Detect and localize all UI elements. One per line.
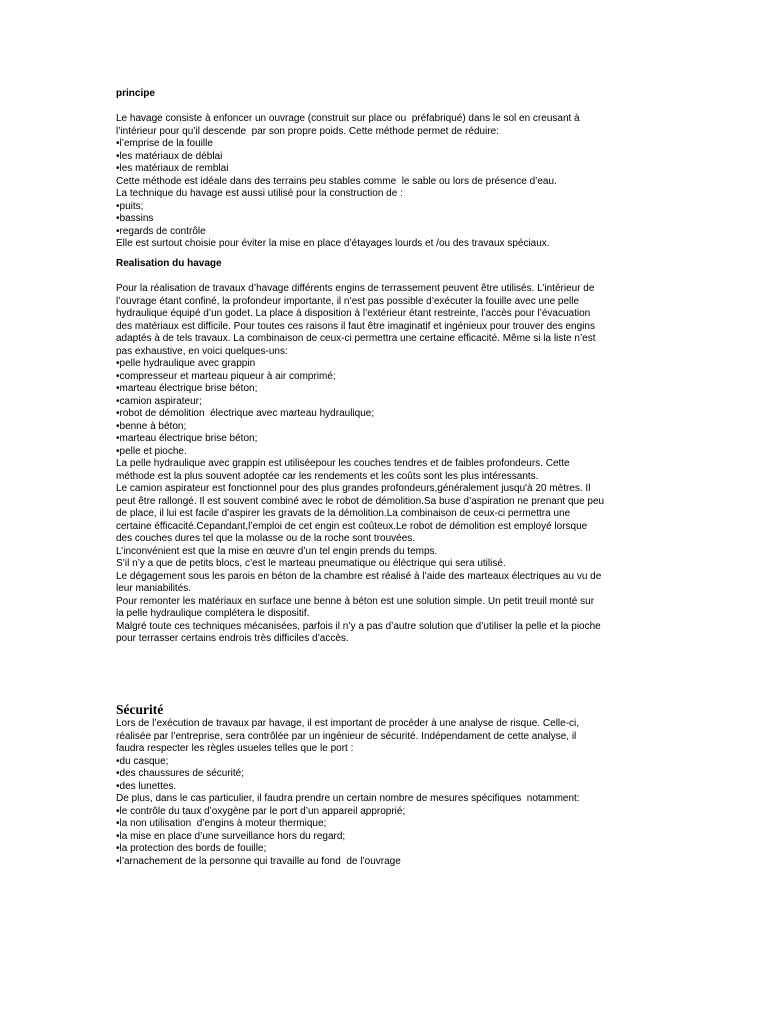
text-line: de place, il lui est facile d’aspirer les gravats de la démolition.La combinaison de ceux-ci permettra une [116, 508, 571, 519]
section-principe [116, 88, 646, 251]
list-item: •compresseur et marteau piqueur à air comprimé; [116, 370, 336, 382]
section-securite [116, 702, 646, 868]
list-item: •marteau électrique brise béton; [116, 383, 258, 394]
list-item: •marteau électrique brise béton; [116, 433, 258, 444]
text-line: adaptés à de tels travaux. La combinaison de ceux-ci permettra une certaine efficacité. Même si la liste n’est [116, 333, 596, 344]
text-line: hydraulique équipé d’un godet. La place á disposition à l’extérieur étant restreinte, l’accès pour l’évacuation [116, 308, 591, 319]
text-line: Elle est surtout choisie pour éviter la mise en place d’étayages lourds et /ou des travaux spéciaux. [116, 238, 550, 249]
section-body [116, 283, 646, 646]
list-item: •des lunettes. [116, 780, 177, 792]
list-item: •les matériaux de déblai [116, 150, 223, 162]
list-item: •camion aspirateur; [116, 395, 202, 407]
list-item: •robot de démolition électrique avec marteau hydraulique; [116, 408, 375, 419]
list-item: •les matériaux de remblai [116, 163, 229, 174]
section-heading: Realisation du havage [116, 258, 222, 269]
list-item: •l’arnachement de la personne qui travaille au fond de l’ouvrage [116, 855, 401, 867]
text-line: l’intérieur pour qu’il descende par son propre poids. Cette méthode permet de réduire: [116, 125, 499, 137]
text-line: l’ouvrage étant confiné, la profondeur importante, il n’est pas possible d’exécuter la fouille avec une pelle [116, 295, 580, 307]
list-item: •regards de contrôle [116, 225, 206, 237]
text-line: Pour la réalisation de travaux d’havage différents engins de terrassement peuvent être utilisés. L’intérieur de [116, 283, 595, 294]
list-item: •la mise en place d’une surveillance hors du regard; [116, 830, 346, 842]
text-line: La technique du havage est aussi utilisé pour la construction de : [116, 188, 403, 199]
text-line: leur maniabilités. [116, 583, 192, 594]
text-line: réalisée par l’entreprise, sera contrôlée par un ingénieur de sécurité. Indépendament de cette analyse, il [116, 730, 577, 742]
text-line: pas exhaustive, en voici quelques-uns: [116, 345, 288, 357]
text-line: Le havage consiste à enfoncer un ouvrage (construit sur place ou préfabriqué) dans le sol en creusant à [116, 113, 580, 124]
text-line: Cette méthode est idéale dans des terrains peu stables comme le sable ou lors de présence d’eau. [116, 175, 557, 187]
text-line: Le camion aspirateur est fonctionnel pour des plus grandes profondeurs,généralement jusqu'à 20 mètres. Il [116, 483, 591, 494]
text-line: faudra respecter les règles usueles telles que le port : [116, 743, 354, 754]
text-line: méthode est la plus souvent adoptée car les rendements et les coûts sont les plus intéressants. [116, 470, 539, 482]
text-line: S’il n’y a que de petits blocs, c’est le marteau pneumatique ou éléctrique qui sera utilisé. [116, 558, 506, 569]
list-item: •puits; [116, 200, 144, 212]
text-line: Lors de l’exécution de travaux par havage, il est important de procéder à une analyse de risque. Celle-ci, [116, 718, 580, 729]
section-heading: principe [116, 88, 155, 99]
list-item: •benne à béton; [116, 420, 187, 432]
list-item: •la protection des bords de fouille; [116, 843, 267, 854]
text-line: De plus, dans le cas particulier, il faudra prendre un certain nombre de mesures spécifiques notamment: [116, 793, 580, 804]
text-line: pour terrasser certains endrois très difficiles d’accès. [116, 633, 349, 644]
list-item: •pelle hydraulique avec grappin [116, 358, 256, 369]
section-heading: Sécurité [116, 702, 164, 717]
text-line: certaine éfficacité.Cepandant,l’emploi de cet engin est coûteux.Le robot de démolition est employé lorsque [116, 520, 588, 532]
text-line: des couches dures tel que la molasse ou de la roche sont trouvées. [116, 533, 416, 544]
text-line: Pour remonter les matériaux en surface une benne à béton est une solution simple. Un petit treuil monté sur [116, 595, 595, 607]
list-item: •la non utilisation d’engins à moteur thermique; [116, 818, 327, 829]
list-item: •bassins [116, 213, 154, 224]
section-body [116, 113, 646, 251]
text-line: La pelle hydraulique avec grappin est utiliséepour les couches tendres et de faibles profondeurs. Cette [116, 458, 570, 469]
list-item: •l’emprise de la fouille [116, 138, 213, 149]
list-item: •des chaussures de sécurité; [116, 768, 245, 779]
text-line: Le dégagement sous les parois en béton de la chambre est réalisé à l’aide des marteaux électriques au vu de [116, 570, 602, 582]
list-item: •le contrôle du taux d’oxygène par le port d’un appareil approprié; [116, 805, 406, 817]
text-line: la pelle hydraulique complétera le dispositif. [116, 608, 310, 619]
section-body [116, 718, 646, 868]
text-line: L’inconvénient est que la mise en œuvre d’un tel engin prends du temps. [116, 545, 438, 557]
section-realisation [116, 258, 646, 646]
list-item: •pelle et pioche. [116, 445, 187, 457]
text-line: des matériaux est difficile. Pour toutes ces raisons il faut être imaginatif et ingénieux pour trouver des engins [116, 320, 595, 332]
list-item: •du casque; [116, 755, 169, 767]
text-line: Malgré toute ces techniques mécanisées, parfois il n’y a pas d’autre solution que d’utiliser la pelle et la pioche [116, 620, 601, 632]
text-line: peut être rallongé. Il est souvent combiné avec le robot de démolition.Sa buse d’aspiration ne prenant que peu [116, 495, 605, 507]
